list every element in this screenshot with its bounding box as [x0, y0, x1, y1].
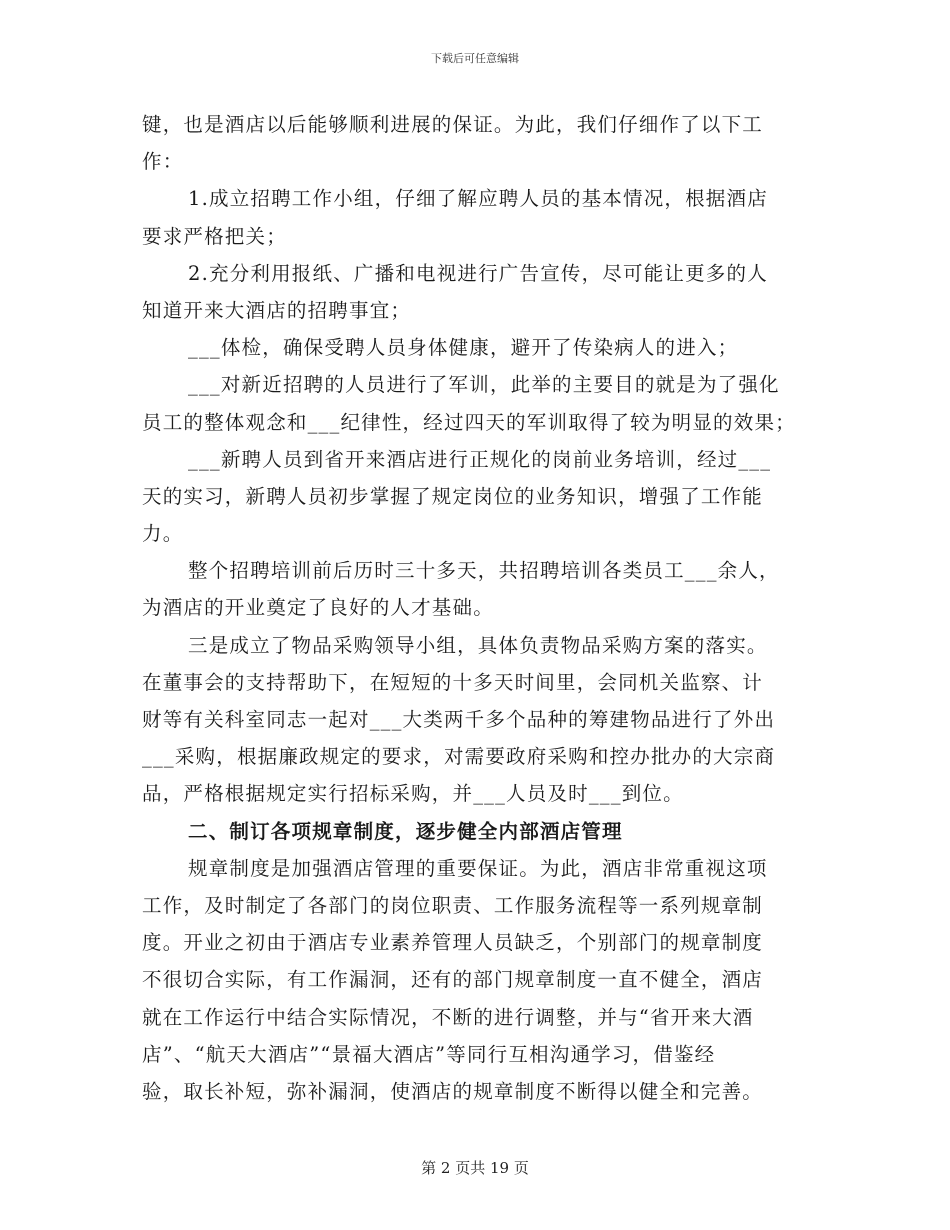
text-line: 力。: [142, 522, 184, 546]
text-line: 验，取长补短，弥补漏洞，使酒店的规章制度不断得以健全和完善。: [142, 1079, 764, 1103]
text-line: 作：: [142, 150, 184, 174]
document-body: [142, 106, 822, 1110]
text-line: 2.充分利用报纸、广播和电视进行广告宣传，尽可能让更多的人: [188, 261, 768, 285]
text-line: 度。开业之初由于酒店专业素养管理人员缺乏，个别部门的规章制度: [142, 931, 764, 955]
text-line: ___新聘人员到省开来酒店进行正规化的岗前业务培训，经过___: [188, 447, 772, 471]
text-line: 键，也是酒店以后能够顺利进展的保证。为此，我们仔细作了以下工: [142, 113, 764, 136]
text-line: 员工的整体观念和___纪律性，经过四天的军训取得了较为明显的效果；: [142, 410, 796, 434]
text-line: 在董事会的支持帮助下，在短短的十多天时间里，会同机关监察、计: [142, 670, 764, 694]
text-line: 天的实习，新聘人员初步掌握了规定岗位的业务知识，增强了工作能: [142, 484, 764, 508]
text-line: ___体检，确保受聘人员身体健康，避开了传染病人的进入；: [188, 336, 739, 360]
page-footer: 第 2 页共 19 页: [421, 1159, 529, 1177]
text-line: 1.成立招聘工作小组，仔细了解应聘人员的基本情况，根据酒店: [188, 187, 768, 211]
text-line: ___对新近招聘的人员进行了军训，此举的主要目的就是为了强化: [188, 373, 780, 397]
text-line: 知道开来大酒店的招聘事宜；: [142, 298, 412, 322]
text-line: 财等有关科室同志一起对___大类两千多个品种的筹建物品进行了外出: [142, 708, 776, 731]
text-line: 店”、“航天大酒店”“景福大酒店”等同行互相沟通学习，借鉴经: [142, 1042, 716, 1066]
text-line: 整个招聘培训前后历时三十多天，共招聘培训各类员工___余人，: [188, 559, 780, 583]
text-line: ___采购，根据廉政规定的要求，对需要政府采购和控办批办的大宗商: [142, 745, 776, 769]
text-line: 为酒店的开业奠定了良好的人才基础。: [142, 596, 494, 620]
text-line: 三是成立了物品采购领导小组，具体负责物品采购方案的落实。: [188, 633, 768, 657]
page-header: 下载后可任意编辑: [431, 52, 519, 65]
text-line: 就在工作运行中结合实际情况，不断的进行调整，并与“省开来大酒: [142, 1005, 754, 1029]
text-line: 工作，及时制定了各部门的岗位职责、工作服务流程等一系列规章制: [142, 893, 764, 917]
text-line: 品，严格根据规定实行招标采购，并___人员及时___到位。: [142, 782, 684, 806]
text-line: 规章制度是加强酒店管理的重要保证。为此，酒店非常重视这项: [188, 856, 768, 880]
section-heading: 二、制订各项规章制度，逐步健全内部酒店管理: [188, 819, 623, 843]
text-line: 要求严格把关；: [142, 224, 287, 248]
text-line: 不很切合实际，有工作漏洞，还有的部门规章制度一直不健全，酒店: [142, 968, 764, 992]
